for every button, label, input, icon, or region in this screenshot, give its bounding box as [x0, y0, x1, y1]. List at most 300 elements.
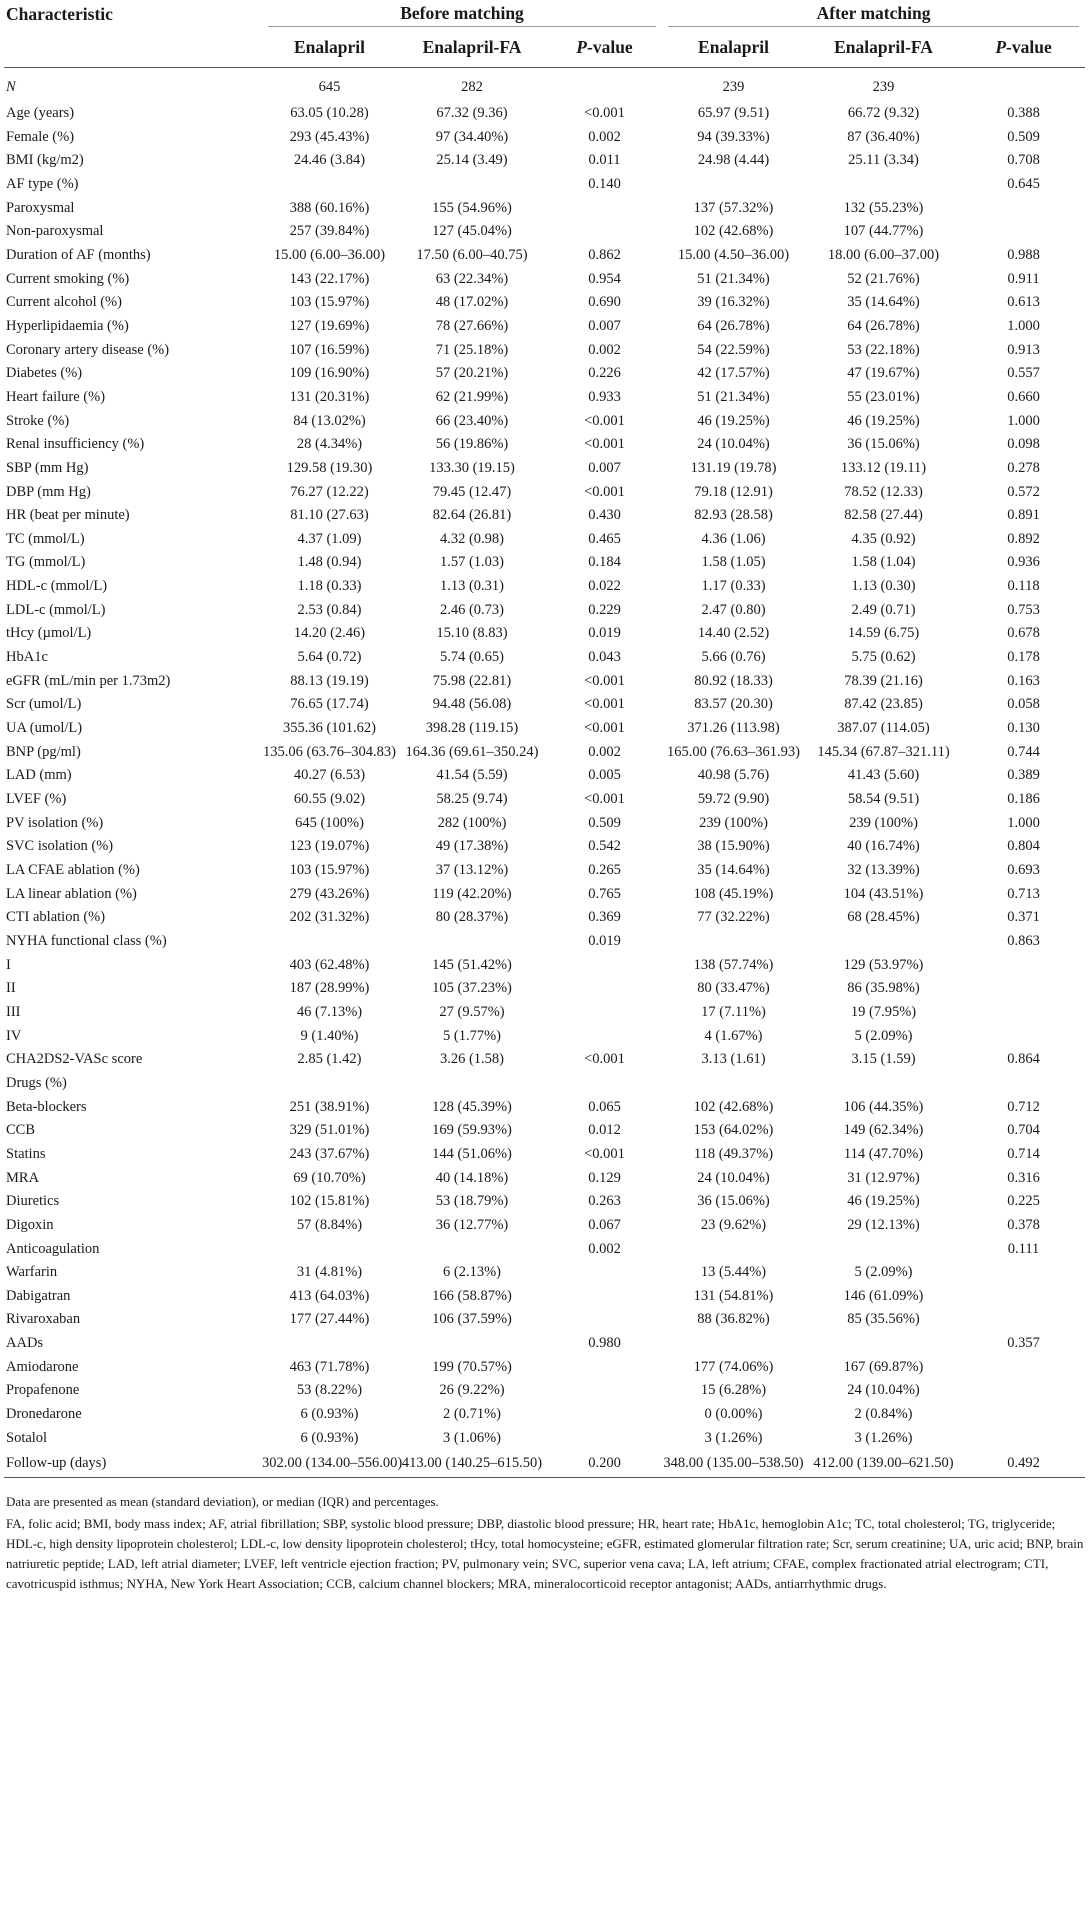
before-pvalue-cell: 0.369 — [588, 909, 621, 926]
table-body — [4, 68, 1085, 1478]
before-enalapril-cell: 24.46 (3.84) — [293, 152, 366, 169]
before-enalapril-cell: 2.53 (0.84) — [297, 601, 362, 618]
after-pvalue-cell — [962, 197, 1085, 221]
table-row — [4, 244, 1085, 268]
after-pvalue-cell — [962, 220, 1085, 244]
after-pvalue-cell: 0.316 — [1007, 1169, 1040, 1186]
row-label: Amiodarone — [6, 1358, 79, 1375]
row-label: LAD (mm) — [6, 767, 72, 784]
before-enalapril-fa-cell: 3.26 (1.58) — [439, 1051, 505, 1068]
before-enalapril-fa-cell: 164.36 (69.61–350.24) — [405, 743, 539, 760]
before-enalapril-fa-cell: 133.30 (19.15) — [429, 459, 515, 476]
after-pvalue-cell: 0.911 — [1007, 270, 1040, 287]
before-pvalue-cell: 0.980 — [588, 1335, 621, 1352]
after-enalapril-fa-cell: 25.11 (3.34) — [848, 152, 919, 169]
before-enalapril-cell: 645 — [318, 79, 341, 95]
table-row — [4, 457, 1085, 481]
row-label: LA CFAE ablation (%) — [6, 862, 140, 878]
baseline-characteristics-table — [4, 0, 1085, 1478]
table-row — [4, 1450, 1085, 1478]
after-enalapril-cell: 24 (10.04%) — [697, 1169, 770, 1186]
after-enalapril-cell: 77 (32.22%) — [697, 909, 770, 926]
after-enalapril-cell: 102 (42.68%) — [693, 1098, 774, 1115]
after-enalapril-cell: 138 (57.74%) — [693, 956, 774, 973]
before-enalapril-cell: 135.06 (63.76–304.83) — [263, 743, 396, 760]
after-enalapril-cell: 88 (36.82%) — [697, 1311, 770, 1328]
before-enalapril-fa-cell: 48 (17.02%) — [435, 294, 509, 311]
table-row — [4, 883, 1085, 907]
row-label: Duration of AF (months) — [6, 246, 151, 263]
row-label: LVEF (%) — [6, 791, 67, 808]
table-row — [4, 575, 1085, 599]
table-row — [4, 504, 1085, 528]
before-enalapril-cell: 69 (10.70%) — [293, 1169, 366, 1186]
after-enalapril-fa-cell: 145.34 (67.87–321.11) — [817, 743, 950, 760]
before-enalapril-fa-cell: 155 (54.96%) — [432, 199, 512, 216]
before-pvalue-cell: <0.001 — [584, 791, 625, 808]
before-enalapril-cell: 57 (8.84%) — [296, 1216, 363, 1233]
after-enalapril-fa-cell: 1.13 (0.30) — [851, 578, 916, 595]
after-enalapril-cell: 24.98 (4.44) — [697, 152, 770, 169]
after-enalapril-fa-cell: 86 (35.98%) — [847, 980, 920, 997]
before-pvalue-cell — [547, 1025, 662, 1049]
after-enalapril-cell: 42 (17.57%) — [697, 365, 770, 382]
before-enalapril-cell — [262, 930, 397, 954]
before-enalapril-cell: 14.20 (2.46) — [293, 625, 366, 642]
row-label: SBP (mm Hg) — [6, 459, 89, 476]
after-enalapril-fa-cell: 14.59 (6.75) — [847, 625, 920, 642]
after-enalapril-cell: 177 (74.06%) — [693, 1358, 774, 1375]
before-enalapril-fa-cell: 4.32 (0.98) — [439, 530, 505, 547]
after-enalapril-cell: 24 (10.04%) — [697, 436, 770, 453]
before-enalapril-cell: 76.27 (12.22) — [290, 483, 369, 500]
before-enalapril-cell: 6 (0.93%) — [300, 1429, 359, 1446]
after-enalapril-cell: 35 (14.64%) — [697, 862, 770, 878]
before-enalapril-fa-cell: 71 (25.18%) — [435, 341, 509, 358]
before-pvalue-cell — [547, 197, 662, 221]
after-pvalue-cell: 0.225 — [1007, 1193, 1040, 1210]
table-row — [4, 1167, 1085, 1191]
before-enalapril-cell: 129.58 (19.30) — [286, 459, 373, 476]
after-pvalue-cell: 0.864 — [1007, 1051, 1040, 1068]
after-pvalue-cell — [962, 954, 1085, 978]
column-header-row — [4, 27, 1085, 68]
after-enalapril-fa-cell: 58.54 (9.51) — [847, 791, 920, 808]
row-label: Paroxysmal — [6, 199, 75, 216]
after-enalapril-cell: 51 (21.34%) — [697, 270, 770, 287]
after-enalapril-fa-cell: 239 — [872, 79, 895, 95]
after-pvalue-cell: 0.744 — [1007, 743, 1040, 760]
after-pvalue-cell: 0.708 — [1007, 152, 1040, 169]
row-label: DBP (mm Hg) — [6, 483, 91, 500]
after-pvalue-cell: 0.660 — [1007, 388, 1040, 405]
before-pvalue-cell — [547, 1356, 662, 1380]
before-enalapril-cell — [262, 173, 397, 197]
before-enalapril-cell: 388 (60.16%) — [289, 199, 370, 216]
before-enalapril-fa-cell: 63 (22.34%) — [435, 270, 509, 287]
row-label: Follow-up (days) — [4, 1450, 262, 1478]
before-pvalue-cell: <0.001 — [584, 105, 625, 121]
row-label: Age (years) — [6, 105, 75, 121]
after-pvalue-cell: 0.163 — [1007, 672, 1040, 689]
row-label: II — [6, 980, 16, 997]
before-enalapril-fa-cell: 127 (45.04%) — [432, 223, 512, 240]
after-enalapril-fa-cell: 78.52 (12.33) — [844, 483, 923, 500]
table-row — [4, 149, 1085, 173]
before-matching-header: Before matching — [262, 0, 662, 27]
after-enalapril-cell: 13 (5.44%) — [700, 1264, 767, 1281]
after-pvalue-cell: 0.371 — [1007, 909, 1040, 926]
table-row — [4, 977, 1085, 1001]
before-enalapril-cell: 107 (16.59%) — [289, 341, 370, 358]
before-pvalue-cell — [547, 1403, 662, 1427]
after-enalapril-cell: 39 (16.32%) — [697, 294, 770, 311]
before-pvalue-cell: 0.184 — [588, 554, 621, 571]
before-enalapril-cell: 645 (100%) — [295, 814, 364, 831]
after-enalapril-fa-cell: 31 (12.97%) — [847, 1169, 920, 1186]
after-enalapril-fa-cell: 114 (47.70%) — [843, 1145, 924, 1162]
table-row — [4, 197, 1085, 221]
footnote-abbreviations: FA, folic acid; BMI, body mass index; AF, atrial fibrillation; SBP, systolic blood pressure; DBP, diastolic blood pressure; HR, heart rate; HbA1c, hemoglobin A1c; TC, total cholesterol; TG, triglyceride; HDL-c, high density lipoprotein cholesterol; LDL-c, low density lipoprotein cholesterol; tHcy, total homocysteine; eGFR, estimated glomerular filtration rate; Scr, serum creatinine; UA, uric acid; BNP, brain natriuretic peptide; LAD, left atrial diameter; LVEF, left ventricle ejection fraction; PV, pulmonary vein; SVC, superior vena cava; LA, left atrium; CFAE, complex fractionated atrial electrogram; CTI, cavotricuspid isthmus; NYHA, New York Heart Association; CCB, calcium channel blockers; MRA, mineralocorticoid receptor antagonist; AADs, antiarrhythmic drugs. — [6, 1516, 1084, 1592]
before-pvalue-cell: 0.005 — [588, 767, 621, 784]
row-label: Female (%) — [6, 128, 75, 145]
row-label: AADs — [6, 1335, 44, 1352]
after-pvalue-cell: 0.388 — [1007, 105, 1040, 121]
before-pvalue-cell: 0.007 — [588, 317, 621, 334]
after-enalapril-fa-cell: 40 (16.74%) — [847, 838, 920, 855]
table-row — [4, 1096, 1085, 1120]
before-pvalue-cell: 0.542 — [588, 838, 621, 855]
after-pvalue-cell: 0.557 — [1007, 365, 1040, 382]
before-enalapril-fa-cell: 2 (0.71%) — [443, 1406, 501, 1423]
row-label: Dabigatran — [6, 1287, 71, 1304]
after-pvalue-cell — [962, 977, 1085, 1001]
before-enalapril-cell: 251 (38.91%) — [289, 1098, 370, 1115]
table-row — [4, 1048, 1085, 1072]
after-enalapril-cell: 82.93 (28.58) — [694, 507, 773, 524]
before-enalapril-cell: 187 (28.99%) — [289, 980, 370, 997]
before-enalapril-fa-cell: 58.25 (9.74) — [436, 791, 508, 808]
row-label: LA linear ablation (%) — [6, 885, 137, 902]
after-enalapril-cell: 83.57 (20.30) — [694, 696, 773, 713]
before-pvalue-header: P-value — [547, 27, 662, 68]
after-enalapril-cell: 137 (57.32%) — [693, 199, 774, 216]
before-enalapril-fa-cell: 119 (42.20%) — [432, 885, 512, 902]
row-label: Current alcohol (%) — [6, 294, 122, 311]
before-enalapril-fa-cell: 62 (21.99%) — [435, 388, 509, 405]
after-enalapril-fa-cell: 66.72 (9.32) — [847, 105, 920, 121]
before-enalapril-cell: 6 (0.93%) — [300, 1406, 359, 1423]
before-pvalue-cell — [547, 1285, 662, 1309]
before-pvalue-cell: 0.200 — [547, 1450, 662, 1478]
table-row — [4, 859, 1085, 883]
before-enalapril-cell: 202 (31.32%) — [289, 909, 370, 926]
before-enalapril-fa-cell: 166 (58.87%) — [432, 1287, 512, 1304]
after-matching-header: After matching — [662, 0, 1085, 27]
before-enalapril-cell: 177 (27.44%) — [289, 1311, 370, 1328]
after-pvalue-cell: 0.278 — [1007, 459, 1040, 476]
before-enalapril-fa-cell: 1.57 (1.03) — [439, 554, 505, 571]
after-pvalue-cell: 0.645 — [1007, 175, 1040, 192]
row-label: Hyperlipidaemia (%) — [6, 317, 129, 334]
after-enalapril-fa-cell: 53 (22.18%) — [847, 341, 920, 358]
before-enalapril-fa-cell: 5.74 (0.65) — [439, 649, 505, 666]
after-enalapril-fa-cell: 5 (2.09%) — [854, 1027, 913, 1044]
table-row — [4, 126, 1085, 150]
after-pvalue-cell: 0.988 — [1007, 246, 1040, 263]
after-pvalue-cell — [962, 1025, 1085, 1049]
before-pvalue-cell — [547, 1427, 662, 1451]
row-label: MRA — [6, 1169, 40, 1186]
before-enalapril-fa-cell: 106 (37.59%) — [432, 1311, 512, 1328]
before-enalapril-fa-cell: 94.48 (56.08) — [432, 696, 512, 713]
after-enalapril-cell: 118 (49.37%) — [693, 1145, 774, 1162]
before-enalapril-fa-cell: 398.28 (119.15) — [425, 720, 519, 737]
after-enalapril-fa-cell: 32 (13.39%) — [847, 862, 920, 878]
table-row — [4, 362, 1085, 386]
before-enalapril-cell: 143 (22.17%) — [289, 270, 370, 287]
table-row — [4, 1238, 1085, 1262]
before-enalapril-fa-cell: 78 (27.66%) — [435, 317, 509, 334]
after-pvalue-cell: 0.572 — [1007, 483, 1040, 500]
before-enalapril-fa-cell: 145 (51.42%) — [432, 956, 512, 973]
before-enalapril-cell: 15.00 (6.00–36.00) — [273, 246, 386, 263]
before-enalapril-cell: 293 (45.43%) — [289, 128, 370, 145]
after-enalapril-fa-cell: 18.00 (6.00–37.00) — [827, 246, 940, 263]
after-pvalue-cell: 0.058 — [1007, 696, 1040, 713]
after-enalapril-fa-cell: 412.00 (139.00–621.50) — [805, 1450, 962, 1478]
after-enalapril-cell: 153 (64.02%) — [693, 1122, 774, 1139]
before-enalapril-cell: 5.64 (0.72) — [297, 649, 362, 666]
after-enalapril-fa-cell — [805, 1072, 962, 1096]
after-enalapril-fa-cell: 2 (0.84%) — [854, 1406, 913, 1423]
table-row — [4, 906, 1085, 930]
before-enalapril-fa-cell: 66 (23.40%) — [435, 412, 509, 429]
before-pvalue-cell: 0.065 — [588, 1098, 621, 1115]
after-enalapril-cell: 5.66 (0.76) — [701, 649, 766, 666]
row-label: IV — [6, 1027, 22, 1044]
after-pvalue-cell — [962, 1356, 1085, 1380]
before-pvalue-cell: 0.002 — [588, 743, 621, 760]
before-pvalue-cell: <0.001 — [584, 672, 625, 689]
before-pvalue-cell: 0.002 — [588, 341, 621, 358]
before-enalapril-fa-cell: 36 (12.77%) — [435, 1216, 509, 1233]
before-enalapril-fa-cell: 5 (1.77%) — [443, 1027, 501, 1044]
table-row — [4, 1025, 1085, 1049]
before-pvalue-cell: 0.263 — [588, 1193, 621, 1210]
table-row — [4, 291, 1085, 315]
after-enalapril-fa-cell: 149 (62.34%) — [843, 1122, 924, 1139]
after-enalapril-fa-cell: 5 (2.09%) — [854, 1264, 913, 1281]
row-label: HbA1c — [6, 649, 48, 666]
after-enalapril-cell: 348.00 (135.00–538.50) — [662, 1450, 805, 1478]
after-enalapril-fa-cell: 82.58 (27.44) — [844, 507, 923, 524]
after-enalapril-fa-cell: 47 (19.67%) — [847, 365, 920, 382]
table-row — [4, 1332, 1085, 1356]
before-enalapril-cell: 127 (19.69%) — [289, 317, 370, 334]
table-row — [4, 433, 1085, 457]
after-enalapril-cell: 108 (45.19%) — [693, 885, 774, 902]
row-label: Beta-blockers — [6, 1098, 87, 1115]
before-enalapril-fa-cell: 15.10 (8.83) — [436, 625, 508, 642]
after-enalapril-cell: 4 (1.67%) — [704, 1027, 763, 1044]
row-label: I — [6, 956, 11, 973]
before-pvalue-cell: 0.067 — [588, 1216, 621, 1233]
before-pvalue-cell — [547, 1261, 662, 1285]
after-pvalue-cell: 0.714 — [1007, 1145, 1040, 1162]
before-enalapril-fa-cell: 17.50 (6.00–40.75) — [416, 246, 528, 263]
before-enalapril-fa-header: Enalapril-FA — [397, 27, 547, 68]
table-row — [4, 386, 1085, 410]
after-enalapril-cell: 40.98 (5.76) — [697, 767, 770, 784]
row-label: UA (umol/L) — [6, 720, 83, 737]
before-enalapril-cell: 1.48 (0.94) — [297, 554, 362, 571]
before-pvalue-cell — [547, 977, 662, 1001]
after-enalapril-cell: 131.19 (19.78) — [690, 459, 777, 476]
before-enalapril-fa-cell: 282 — [461, 79, 483, 95]
before-enalapril-cell: 103 (15.97%) — [289, 294, 370, 311]
row-label: tHcy (µmol/L) — [6, 625, 92, 642]
after-enalapril-header: Enalapril — [662, 27, 805, 68]
before-enalapril-fa-cell: 56 (19.86%) — [435, 436, 509, 453]
before-enalapril-cell — [262, 1332, 397, 1356]
before-pvalue-cell: 0.765 — [588, 885, 621, 902]
before-enalapril-fa-cell: 282 (100%) — [437, 814, 507, 831]
table-row — [4, 835, 1085, 859]
before-pvalue-cell — [547, 954, 662, 978]
characteristic-header: Characteristic — [6, 3, 113, 24]
before-pvalue-cell: 0.002 — [588, 128, 621, 145]
after-enalapril-cell: 2.47 (0.80) — [701, 601, 766, 618]
before-enalapril-cell: 53 (8.22%) — [296, 1382, 363, 1399]
after-enalapril-cell: 46 (19.25%) — [697, 412, 770, 429]
after-enalapril-cell: 54 (22.59%) — [697, 341, 770, 358]
after-enalapril-fa-cell: 64 (26.78%) — [847, 317, 920, 334]
table-row — [4, 1001, 1085, 1025]
before-pvalue-cell: 0.007 — [588, 459, 621, 476]
before-pvalue-cell: <0.001 — [584, 696, 625, 713]
after-enalapril-fa-cell: 4.35 (0.92) — [851, 530, 916, 547]
before-enalapril-fa-cell — [397, 1072, 547, 1096]
table-row — [4, 646, 1085, 670]
after-pvalue-cell: 0.130 — [1007, 720, 1040, 737]
after-pvalue-cell: 0.753 — [1007, 601, 1040, 618]
before-enalapril-cell: 2.85 (1.42) — [297, 1051, 362, 1068]
table-row — [4, 551, 1085, 575]
before-enalapril-fa-cell: 6 (2.13%) — [443, 1264, 501, 1281]
after-pvalue-cell: 0.704 — [1007, 1122, 1040, 1139]
table-row — [4, 788, 1085, 812]
table-row — [4, 102, 1085, 126]
after-pvalue-cell: 1.000 — [1007, 412, 1040, 429]
after-pvalue-cell: 1.000 — [1007, 814, 1040, 831]
before-pvalue-cell — [547, 1379, 662, 1403]
after-enalapril-cell: 239 (100%) — [699, 814, 768, 831]
before-pvalue-cell: 0.690 — [588, 294, 621, 311]
after-enalapril-fa-cell: 85 (35.56%) — [847, 1311, 920, 1328]
after-enalapril-cell: 79.18 (12.91) — [694, 483, 773, 500]
table-row — [4, 717, 1085, 741]
after-enalapril-fa-cell: 46 (19.25%) — [847, 1193, 920, 1210]
before-enalapril-fa-cell: 128 (45.39%) — [432, 1098, 512, 1115]
table-row — [4, 1261, 1085, 1285]
after-pvalue-cell: 0.891 — [1007, 507, 1040, 524]
after-pvalue-cell: 0.713 — [1007, 885, 1040, 902]
after-pvalue-cell: 0.712 — [1007, 1098, 1040, 1115]
after-enalapril-cell: 371.26 (113.98) — [687, 720, 780, 737]
after-enalapril-fa-cell — [805, 173, 962, 197]
before-pvalue-cell: 0.430 — [588, 507, 621, 524]
after-enalapril-fa-cell: 19 (7.95%) — [850, 1003, 917, 1020]
table-row — [4, 693, 1085, 717]
table-row — [4, 954, 1085, 978]
before-pvalue-cell: 0.022 — [588, 578, 621, 595]
table-row — [4, 315, 1085, 339]
after-pvalue-cell: 0.892 — [1007, 530, 1040, 547]
after-enalapril-fa-cell: 167 (69.87%) — [843, 1358, 924, 1375]
before-enalapril-cell: 60.55 (9.02) — [293, 791, 366, 808]
before-enalapril-cell: 109 (16.90%) — [289, 365, 370, 382]
before-enalapril-cell: 46 (7.13%) — [296, 1003, 363, 1020]
table-row — [4, 1190, 1085, 1214]
before-enalapril-cell: 103 (15.97%) — [289, 862, 370, 878]
row-label: Heart failure (%) — [6, 388, 106, 405]
after-enalapril-cell — [662, 1072, 805, 1096]
after-enalapril-cell: 15 (6.28%) — [700, 1382, 767, 1399]
row-label: Scr (umol/L) — [6, 696, 82, 713]
after-enalapril-cell: 80.92 (18.33) — [694, 672, 773, 689]
table-row — [4, 1285, 1085, 1309]
table-row — [4, 741, 1085, 765]
table-row — [4, 930, 1085, 954]
before-pvalue-cell: <0.001 — [584, 1145, 625, 1162]
before-pvalue-cell: 0.140 — [588, 175, 621, 192]
after-enalapril-fa-cell: 41.43 (5.60) — [847, 767, 920, 784]
row-label: LDL-c (mmol/L) — [6, 601, 106, 618]
before-enalapril-cell — [262, 1072, 397, 1096]
row-label: Propafenone — [6, 1382, 80, 1399]
before-enalapril-fa-cell — [397, 1332, 547, 1356]
row-label: Diabetes (%) — [6, 365, 83, 382]
after-enalapril-fa-cell: 129 (53.97%) — [843, 956, 924, 973]
before-enalapril-cell: 413 (64.03%) — [289, 1287, 370, 1304]
after-enalapril-fa-cell: 133.12 (19.11) — [840, 459, 927, 476]
after-enalapril-cell: 3 (1.26%) — [704, 1429, 763, 1446]
before-enalapril-fa-cell: 25.14 (3.49) — [436, 152, 508, 169]
table-row — [4, 1143, 1085, 1167]
before-enalapril-cell: 279 (43.26%) — [289, 885, 370, 902]
before-enalapril-fa-cell: 169 (59.93%) — [432, 1122, 512, 1139]
before-pvalue-cell — [547, 1308, 662, 1332]
before-enalapril-cell: 84 (13.02%) — [293, 412, 366, 429]
after-enalapril-cell — [662, 930, 805, 954]
after-pvalue-header: P-value — [962, 27, 1085, 68]
after-enalapril-cell: 51 (21.34%) — [697, 388, 770, 405]
after-pvalue-cell — [962, 1261, 1085, 1285]
before-pvalue-cell: <0.001 — [584, 412, 625, 429]
before-pvalue-cell: <0.001 — [584, 720, 625, 737]
before-pvalue-cell: 0.229 — [588, 601, 621, 618]
after-pvalue-cell: 0.186 — [1007, 791, 1040, 808]
after-enalapril-fa-cell: 107 (44.77%) — [843, 223, 924, 240]
before-enalapril-cell: 302.00 (134.00–556.00) — [262, 1450, 397, 1478]
after-enalapril-cell: 17 (7.11%) — [701, 1003, 766, 1020]
after-enalapril-fa-cell: 239 (100%) — [849, 814, 918, 831]
before-enalapril-fa-cell: 41.54 (5.59) — [436, 767, 508, 784]
before-enalapril-cell: 4.37 (1.09) — [297, 530, 362, 547]
after-pvalue-cell: 0.389 — [1007, 767, 1040, 784]
after-enalapril-fa-cell: 387.07 (114.05) — [837, 720, 930, 737]
